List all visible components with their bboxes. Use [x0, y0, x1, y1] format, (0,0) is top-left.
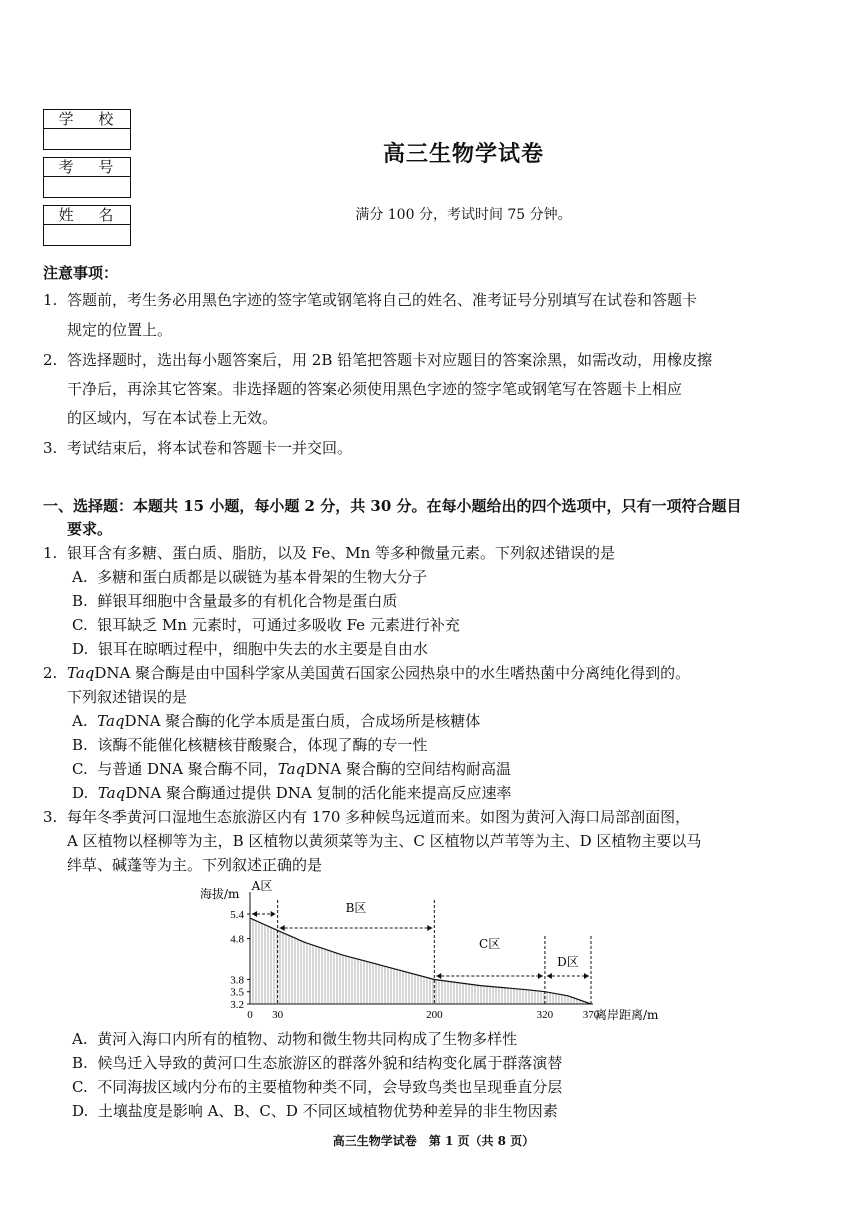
- option-text: DNA 聚合酶通过提供 DNA 复制的活化能来提高反应速率: [125, 784, 512, 802]
- option-c[interactable]: [72, 1077, 562, 1097]
- y-tick-label: 4.8: [230, 933, 244, 946]
- question-number: 2.: [43, 664, 58, 682]
- exam-number-field[interactable]: [44, 177, 130, 197]
- option-key: B.: [72, 736, 88, 754]
- notice-line: 答题前，考生务必用黑色字迹的签字笔或钢笔将自己的姓名、准考证号分别填写在试卷和答题卡: [67, 291, 698, 309]
- notice-line: 规定的位置上。: [67, 321, 173, 339]
- option-text: DNA 聚合酶的化学本质是蛋白质，合成场所是核糖体: [124, 712, 481, 730]
- option-text: 土壤盐度是影响 A、B、C、D 不同区域植物优势种差异的非生物因素: [97, 1102, 558, 1120]
- option-a[interactable]: [72, 1029, 517, 1049]
- question-stem-cont: 下列叙述错误的是: [67, 688, 188, 706]
- option-text: 银耳缺乏 Mn 元素时，可通过多吸收 Fe 元素进行补充: [97, 616, 460, 634]
- zone-arrowhead-right: [584, 973, 589, 979]
- x-tick-label: 200: [426, 1009, 443, 1021]
- question-stem: 每年冬季黄河口湿地生态旅游区内有 170 多种候鸟远道而来。如图为黄河入海口局部剖面图，: [67, 808, 691, 826]
- y-tick-label: 3.2: [230, 999, 244, 1011]
- question-stem: [67, 663, 857, 683]
- y-axis-label: 海拔/m: [200, 887, 240, 901]
- x-tick-label: 0: [247, 1009, 253, 1021]
- section-heading: 一、选择题：本题共 15 小题，每小题 2 分，共 30 分。在每小题给出的四个选项中，只有一项符合题目: [43, 497, 742, 515]
- question-stem: 绊草、碱蓬等为主。下列叙述正确的是: [67, 856, 323, 874]
- name-field[interactable]: [44, 225, 130, 245]
- name-label: 姓 名: [44, 206, 130, 225]
- notice-num: 3.: [43, 439, 58, 457]
- y-tick-label: 5.4: [230, 909, 244, 921]
- option-key: D.: [72, 784, 89, 802]
- notice-line: 的区域内，写在本试卷上无效。: [67, 409, 278, 427]
- notice-num: 2.: [43, 351, 58, 369]
- school-label: 学 校: [44, 110, 130, 129]
- notice-line: 答选择题时，选出每小题答案后，用 2B 铅笔把答题卡对应题目的答案涂黑，如需改动，用橡皮擦: [67, 351, 713, 369]
- question-stem-text: DNA 聚合酶是由中国科学家从美国黄石国家公园热泉中的水生嗜热菌中分离纯化得到的。: [94, 664, 691, 682]
- x-axis-label: 离岸距离/m: [595, 1008, 659, 1022]
- x-tick-label: 370: [582, 1009, 600, 1021]
- option-key: D.: [72, 1102, 89, 1120]
- notice-line: 考试结束后，将本试卷和答题卡一并交回。: [67, 439, 353, 457]
- option-b[interactable]: [72, 1053, 562, 1073]
- option-key: C.: [72, 616, 88, 634]
- taq-italic: Taq: [277, 760, 306, 778]
- option-c[interactable]: [72, 759, 511, 779]
- option-key: A.: [72, 1030, 88, 1048]
- option-text: 鲜银耳细胞中含量最多的有机化合物是蛋白质: [97, 592, 398, 610]
- zone-label: D区: [557, 955, 579, 969]
- zone-label: A区: [251, 879, 273, 893]
- option-d[interactable]: [72, 639, 428, 659]
- option-key: C.: [72, 760, 88, 778]
- option-b[interactable]: [72, 735, 427, 755]
- question-stem: 银耳含有多糖、蛋白质、脂肪，以及 Fe、Mn 等多种微量元素。下列叙述错误的是: [67, 544, 616, 562]
- zone-arrowhead-right: [271, 911, 276, 917]
- page-subtitle: 满分 100 分，考试时间 75 分钟。: [355, 207, 572, 223]
- section-heading-cont: 要求。: [67, 520, 113, 538]
- option-text: 银耳在晾晒过程中，细胞中失去的水主要是自由水: [97, 640, 428, 658]
- taq-italic: Taq: [67, 664, 95, 682]
- zone-arrowhead-left: [547, 973, 552, 979]
- zone-arrowhead-right: [427, 925, 432, 931]
- notice-num: 1.: [43, 291, 58, 309]
- option-a[interactable]: [72, 711, 480, 731]
- y-tick-label: 3.5: [230, 986, 244, 999]
- notice-heading: 注意事项：: [43, 264, 119, 282]
- zone-arrowhead-left: [280, 925, 285, 931]
- option-key: A.: [72, 568, 88, 586]
- question-stem: A 区植物以柽柳等为主，B 区植物以黄须菜等为主、C 区植物以芦苇等为主、D 区植物主要以马: [67, 832, 702, 850]
- option-key: A.: [72, 712, 88, 730]
- option-key: C.: [72, 1078, 88, 1096]
- option-c[interactable]: [72, 615, 460, 635]
- taq-italic: Taq: [97, 712, 125, 730]
- option-b[interactable]: [72, 591, 397, 611]
- option-text: DNA 聚合酶的空间结构耐高温: [305, 760, 511, 778]
- elevation-profile-chart: [198, 876, 698, 1024]
- taq-italic: Taq: [97, 784, 126, 802]
- option-key: B.: [72, 1054, 88, 1072]
- option-a[interactable]: [72, 567, 427, 587]
- zone-label: C区: [479, 937, 501, 951]
- question-number: 3.: [43, 808, 58, 826]
- x-tick-label: 30: [272, 1009, 284, 1021]
- x-tick-label: 320: [536, 1009, 554, 1021]
- option-text: 候鸟迁入导致的黄河口生态旅游区的群落外貌和结构变化属于群落演替: [97, 1054, 563, 1072]
- option-text: 该酶不能催化核糖核苷酸聚合，体现了酶的专一性: [97, 736, 428, 754]
- option-text: 与普通 DNA 聚合酶不同，: [97, 760, 278, 778]
- option-text: 黄河入海口内所有的植物、动物和微生物共同构成了生物多样性: [97, 1030, 518, 1048]
- option-key: D.: [72, 640, 89, 658]
- y-tick-label: 3.8: [230, 974, 244, 987]
- exam-number-label: 考 号: [44, 158, 130, 177]
- option-d[interactable]: [72, 783, 511, 803]
- zone-arrowhead-left: [252, 911, 257, 917]
- option-d[interactable]: [72, 1101, 558, 1121]
- zone-label: B区: [345, 901, 367, 915]
- question-number: 1.: [43, 544, 58, 562]
- zone-arrowhead-left: [436, 973, 441, 979]
- page-title: 高三生物学试卷: [382, 141, 544, 167]
- option-key: B.: [72, 592, 88, 610]
- option-text: 不同海拔区域内分布的主要植物种类不同，会导致鸟类也呈现垂直分层: [97, 1078, 563, 1096]
- option-text: 多糖和蛋白质都是以碳链为基本骨架的生物大分子: [97, 568, 428, 586]
- zone-arrowhead-right: [538, 973, 543, 979]
- page-footer: 高三生物学试卷 第 1 页（共 8 页）: [332, 1134, 535, 1148]
- notice-line: 干净后，再涂其它答案。非选择题的答案必须使用黑色字迹的签字笔或钢笔写在答题卡上相应: [67, 380, 683, 398]
